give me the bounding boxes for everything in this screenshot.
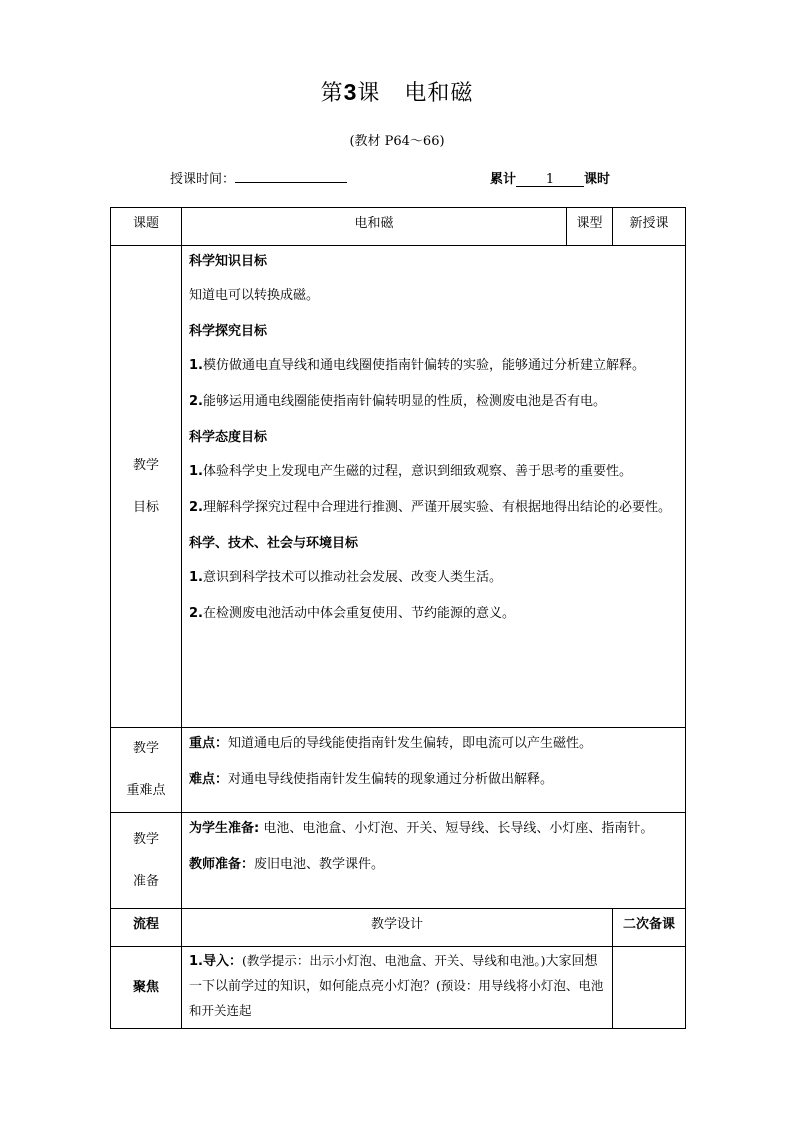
key-points-content — [182, 728, 686, 813]
table-row-goals — [111, 246, 686, 728]
design-header: 教学设计 — [182, 909, 613, 947]
preparation-label: 教学 准备 — [111, 813, 182, 909]
flow-header: 流程 — [111, 909, 182, 947]
total-hours-value[interactable]: 1 — [516, 172, 584, 187]
goals-content — [182, 246, 686, 728]
difficulty-point: 难点：对通电导线使指南针发生偏转的现象通过分析做出解释。 — [189, 772, 554, 787]
goal-heading: 科学态度目标 — [189, 430, 268, 445]
goal-item: 2.理解科学探究过程中合理进行推测、严谨开展实验、有根据地得出结论的必要性。 — [189, 500, 671, 515]
lesson-name: 电和磁 — [404, 81, 474, 106]
textbook-pages: (教材 P64～66) — [349, 134, 445, 149]
table-row-key-points — [111, 728, 686, 813]
goal-item: 1.模仿做通电直导线和通电线圈使指南针偏转的实验，能够通过分析建立解释。 — [189, 358, 645, 373]
second-prep-header: 二次备课 — [613, 909, 686, 947]
class-time: 授课时间： — [170, 168, 347, 187]
goal-item: 2.在检测废电池活动中体会重复使用、节约能源的意义。 — [189, 606, 515, 621]
topic-label: 课题 — [111, 208, 182, 246]
teacher-materials: 教师准备：废旧电池、教学课件。 — [189, 857, 385, 872]
table-row-flow-header — [111, 909, 686, 947]
goal-heading: 科学知识目标 — [189, 254, 268, 269]
student-materials: 为学生准备: 电池、电池盒、小灯泡、开关、短导线、长导线、小灯座、指南针。 — [189, 821, 654, 836]
focus-label: 聚焦 — [111, 947, 182, 1029]
lesson-plan-table — [110, 207, 686, 1029]
goals-label: 教学 目标 — [111, 246, 182, 728]
class-time-value[interactable] — [235, 168, 347, 183]
table-row — [111, 208, 686, 246]
type-value: 新授课 — [613, 208, 686, 246]
key-points-label: 教学 重难点 — [111, 728, 182, 813]
goal-item: 2.能够运用通电线圈能使指南针偏转明显的性质，检测废电池是否有电。 — [189, 394, 606, 409]
preparation-content — [182, 813, 686, 909]
goal-heading: 科学、技术、社会与环境目标 — [189, 536, 359, 551]
table-row-preparation — [111, 813, 686, 909]
page-title: 第3课 电和磁 — [320, 79, 474, 106]
second-prep-cell[interactable] — [613, 947, 686, 1029]
focus-content — [182, 947, 613, 1029]
table-row-focus — [111, 947, 686, 1029]
goal-item: 1.意识到科学技术可以推动社会发展、改变人类生活。 — [189, 570, 502, 585]
type-label: 课型 — [567, 208, 613, 246]
focus-text: 1.导入：(教学提示：出示小灯泡、电池盒、开关、导线和电池。)大家回想一下以前学过的知识，如何能点亮小灯泡？(预设：用导线将小灯泡、电池和开关连起 — [189, 953, 604, 1018]
goal-item: 知道电可以转换成磁。 — [189, 288, 320, 303]
topic-value: 电和磁 — [182, 208, 567, 246]
goal-item: 1.体验科学史上发现电产生磁的过程，意识到细致观察、善于思考的重要性。 — [189, 464, 632, 479]
total-hours: 累计 1 课时 — [490, 172, 611, 187]
goal-heading: 科学探究目标 — [189, 324, 268, 339]
key-point: 重点：知道通电后的导线能使指南针发生偏转，即电流可以产生磁性。 — [189, 736, 593, 751]
